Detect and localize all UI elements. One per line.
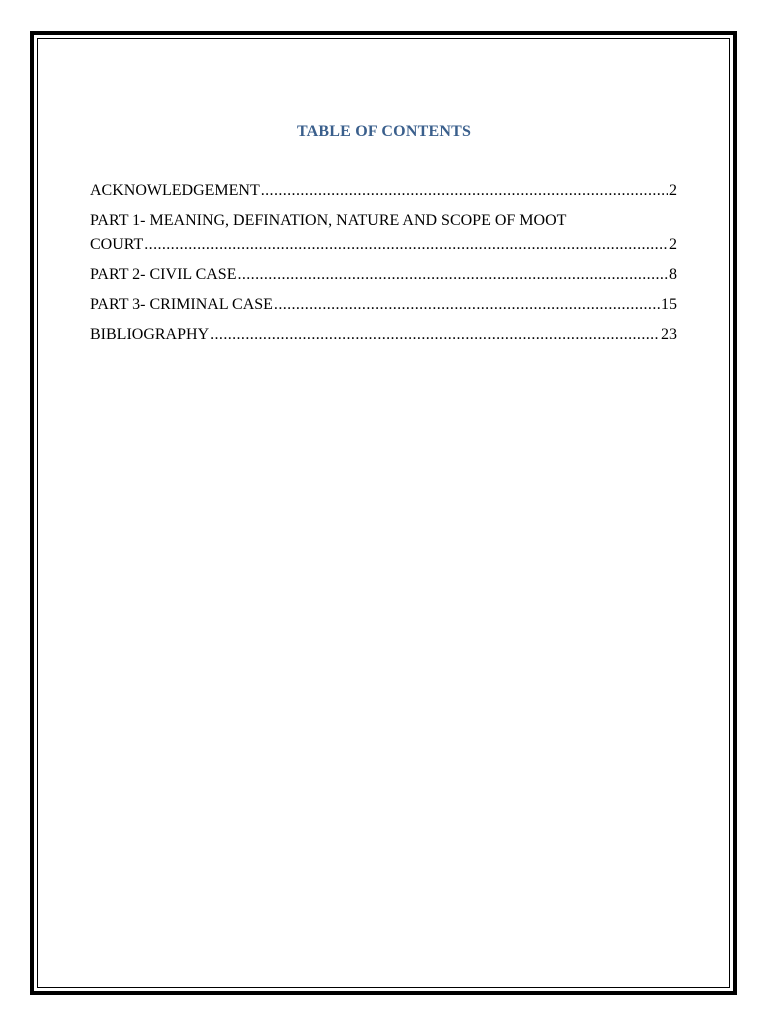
toc-entry-part-3[interactable] [90,293,677,317]
toc-list [90,179,677,353]
toc-leader-dots [237,263,668,287]
toc-entry-title: BIBLIOGRAPHY [90,326,210,343]
toc-page-number: 23 [661,326,677,343]
page-border [30,31,737,995]
toc-line [90,233,677,257]
toc-line [90,179,677,203]
toc-leader-dots [274,293,660,317]
toc-title: TABLE OF CONTENTS [296,123,472,140]
toc-entry-acknowledgement[interactable] [90,179,677,203]
toc-entry-title: ACKNOWLEDGEMENT [90,182,260,199]
toc-leader-dots [144,233,668,257]
toc-entry-title-line-1: PART 1- MEANING, DEFINATION, NATURE AND SCOPE OF MOOT [90,212,567,229]
toc-entry-title: PART 3- CRIMINAL CASE [90,296,273,313]
toc-leader-dots [210,323,660,347]
toc-page-number: 15 [661,296,677,313]
toc-entry-part-2[interactable] [90,263,677,287]
toc-entry-bibliography[interactable] [90,323,677,347]
toc-leader-dots [261,179,668,203]
toc-page-number: 2 [669,182,677,199]
toc-entry-part-1[interactable] [90,209,677,257]
toc-entry-title: PART 2- CIVIL CASE [90,266,237,283]
toc-line [90,323,677,347]
toc-page-number: 2 [669,236,677,253]
toc-entry-title: COURT [90,236,144,253]
toc-page-number: 8 [669,266,677,283]
toc-line [90,293,677,317]
toc-line [90,263,677,287]
